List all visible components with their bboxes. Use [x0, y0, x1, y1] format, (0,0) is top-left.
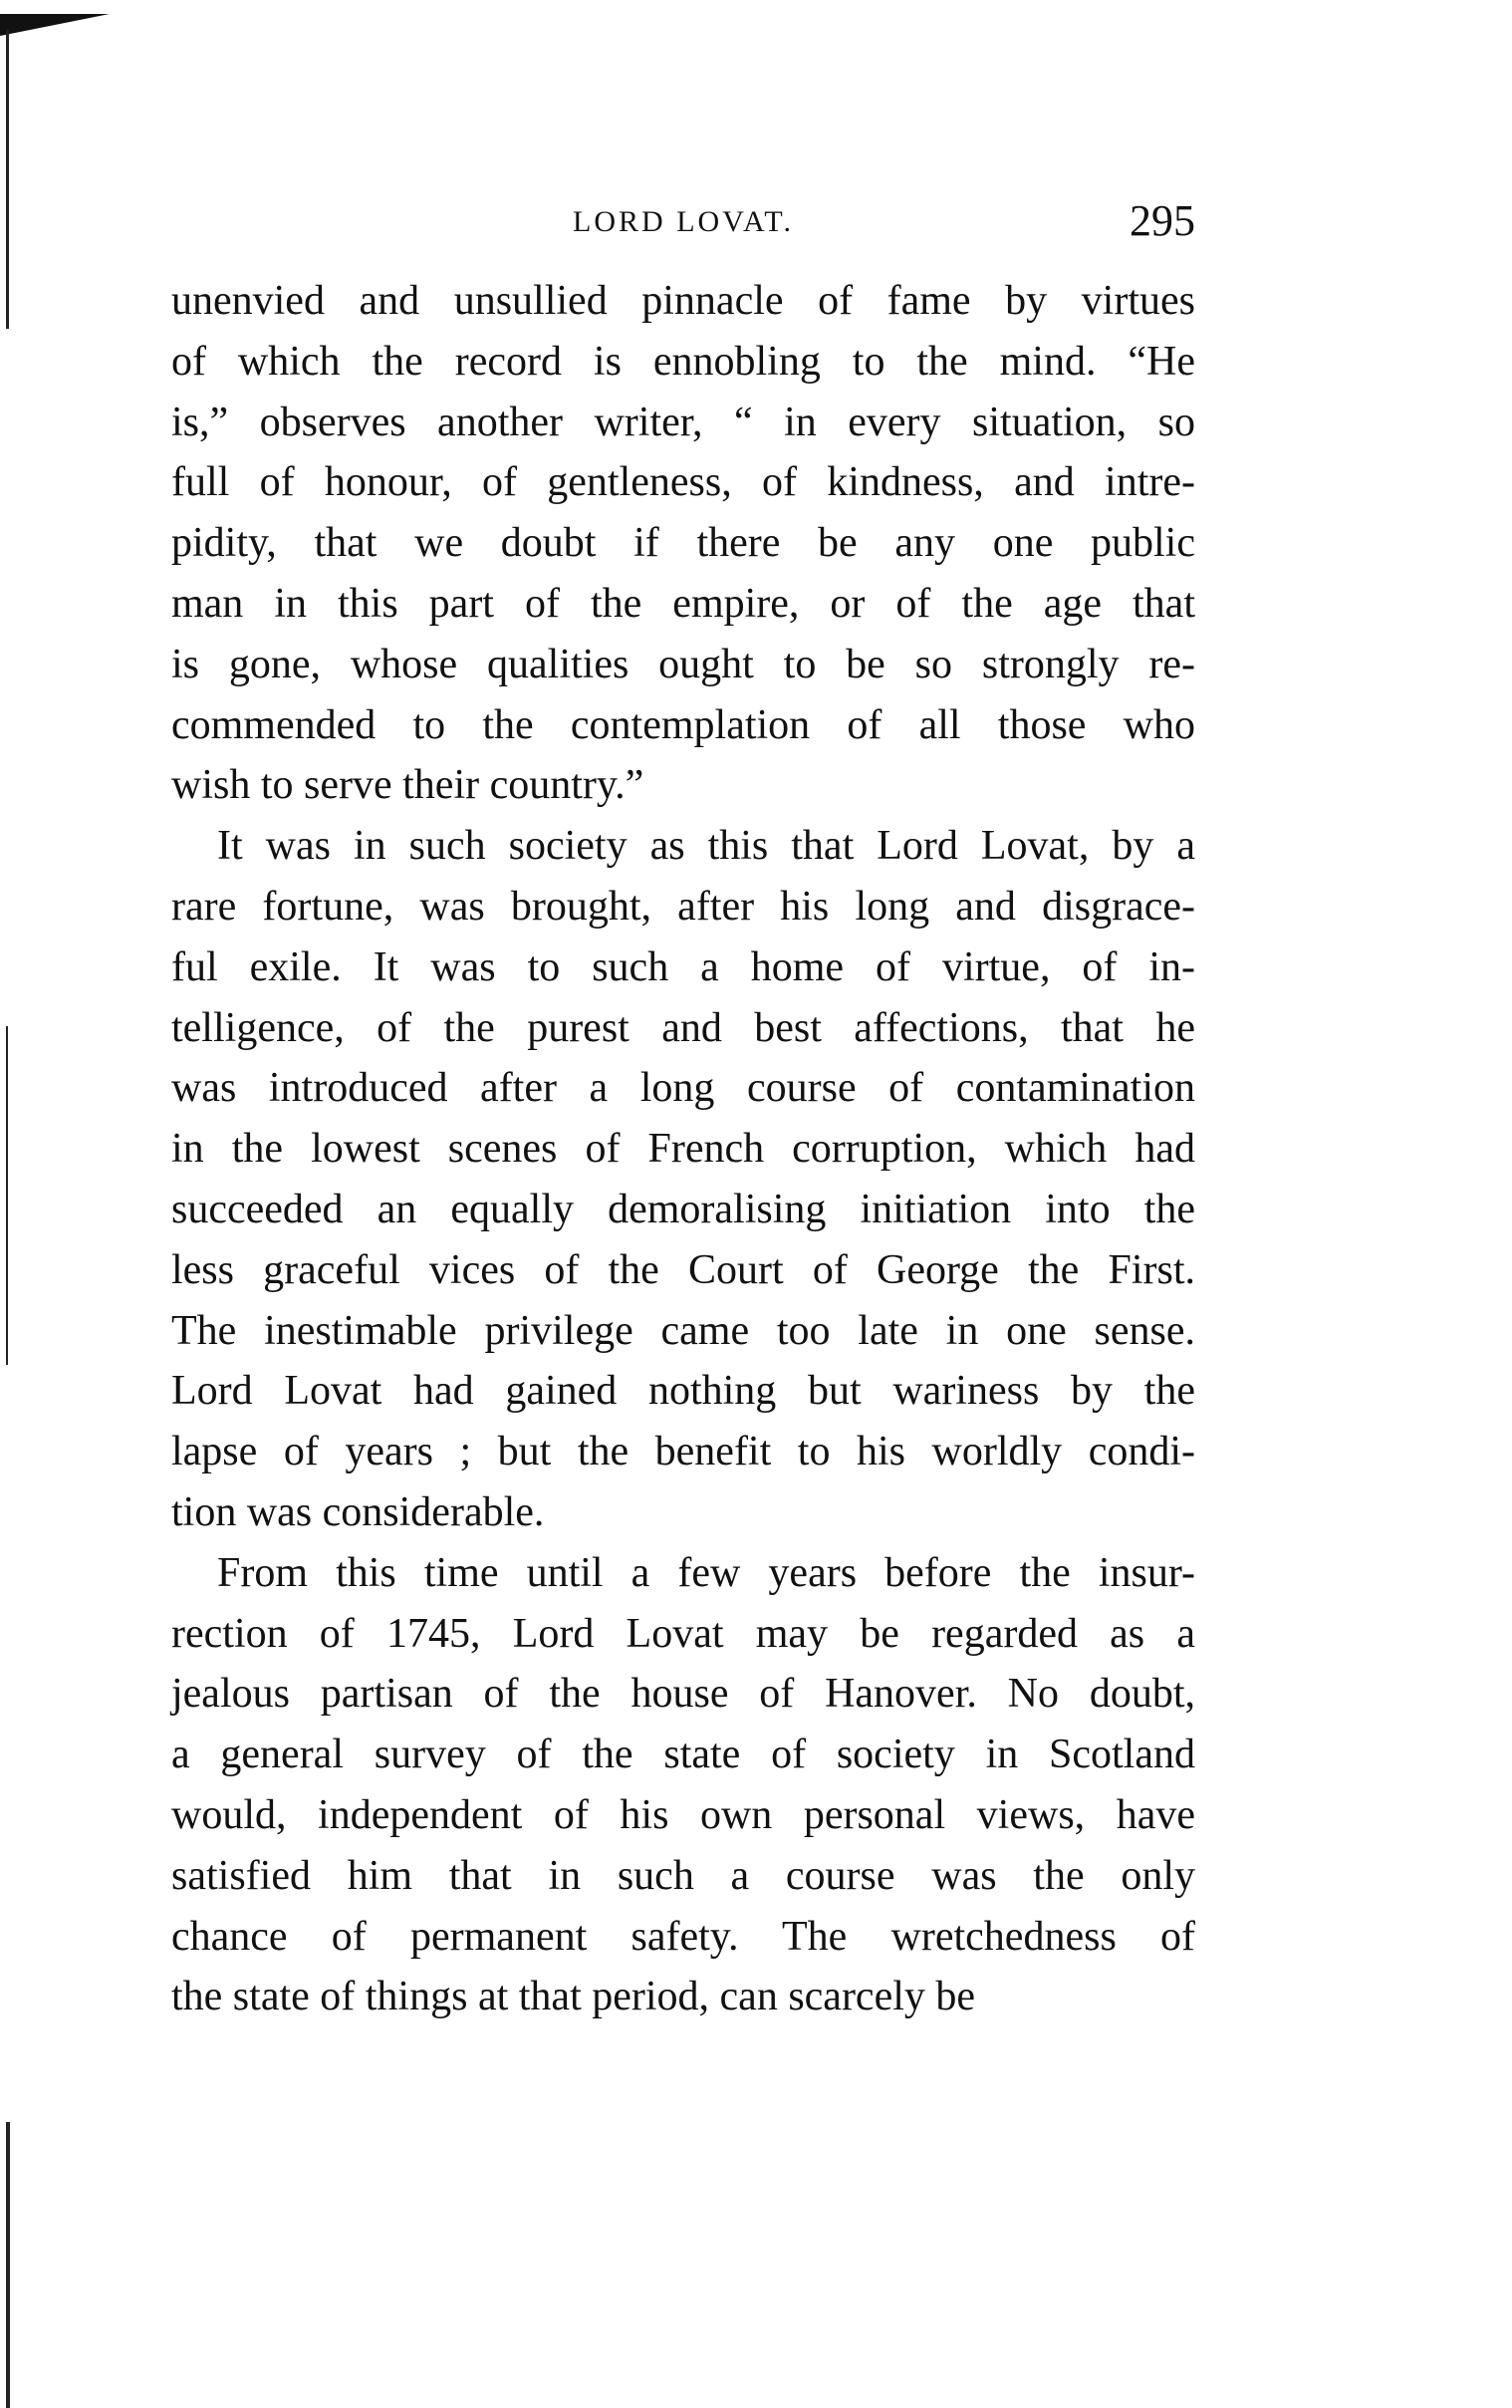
text-line: It was in such society as this that Lord Lovat, by a: [217, 823, 1195, 870]
text-line: satisfied him that in such a course was the only: [171, 1852, 1195, 1899]
text-line: in the lowest scenes of French corruption, which had: [171, 1126, 1195, 1173]
text-line: ful exile. It was to such a home of virtue, of in-: [171, 943, 1195, 990]
text-line: would, independent of his own personal views, have: [171, 1791, 1195, 1838]
text-line: The inestimable privilege came too late in one sense.: [171, 1307, 1195, 1354]
text-line: chance of permanent safety. The wretchedness of: [171, 1913, 1195, 1960]
text-line: Lord Lovat had gained nothing but wariness by the: [171, 1368, 1195, 1415]
running-title: LORD LOVAT.: [573, 205, 794, 238]
text-line: From this time until a few years before the insur-: [217, 1549, 1195, 1596]
page-header: [171, 195, 1195, 245]
text-line: was introduced after a long course of contamination: [171, 1065, 1195, 1112]
text-line: rare fortune, was brought, after his long and disgrace-: [171, 883, 1195, 930]
text-line: full of honour, of gentleness, of kindness, and intre-: [171, 459, 1195, 506]
text-line: tion was considerable.: [171, 1488, 545, 1535]
text-line: unenvied and unsullied pinnacle of fame by virtues: [171, 278, 1195, 324]
text-line: the state of things at that period, can scarcely be: [171, 1974, 976, 2020]
text-line: telligence, of the purest and best affections, that he: [171, 1004, 1195, 1051]
text-line: man in this part of the empire, or of the age that: [171, 580, 1195, 627]
scan-edge-corner: [0, 14, 110, 36]
scan-edge-line: [6, 30, 9, 329]
text-line: of which the record is ennobling to the mind. “He: [171, 338, 1195, 385]
text-line: rection of 1745, Lord Lovat may be regarded as a: [171, 1610, 1195, 1657]
text-line: jealous partisan of the house of Hanover. No doubt,: [171, 1671, 1195, 1718]
page-number: 295: [1130, 196, 1195, 245]
text-line: a general survey of the state of society in Scotland: [171, 1732, 1195, 1778]
text-line: wish to serve their country.”: [171, 762, 644, 809]
text-line: pidity, that we doubt if there be any one public: [171, 520, 1195, 567]
text-line: is gone, whose qualities ought to be so strongly re-: [171, 641, 1195, 687]
paragraph: [171, 816, 1195, 1543]
scan-edge-line: [6, 1026, 8, 1365]
text-line: commended to the contemplation of all those who: [171, 701, 1195, 748]
paragraph: [171, 1543, 1195, 2027]
text-line: succeeded an equally demoralising initiation into the: [171, 1186, 1195, 1232]
text-line: lapse of years ; but the benefit to his worldly condi-: [171, 1429, 1195, 1475]
body-text: [171, 271, 1195, 2027]
text-line: less graceful vices of the Court of George the First.: [171, 1246, 1195, 1293]
scan-edge-line: [6, 2122, 10, 2408]
text-line: is,” observes another writer, “ in every situation, so: [171, 399, 1195, 445]
paragraph: [171, 271, 1195, 816]
